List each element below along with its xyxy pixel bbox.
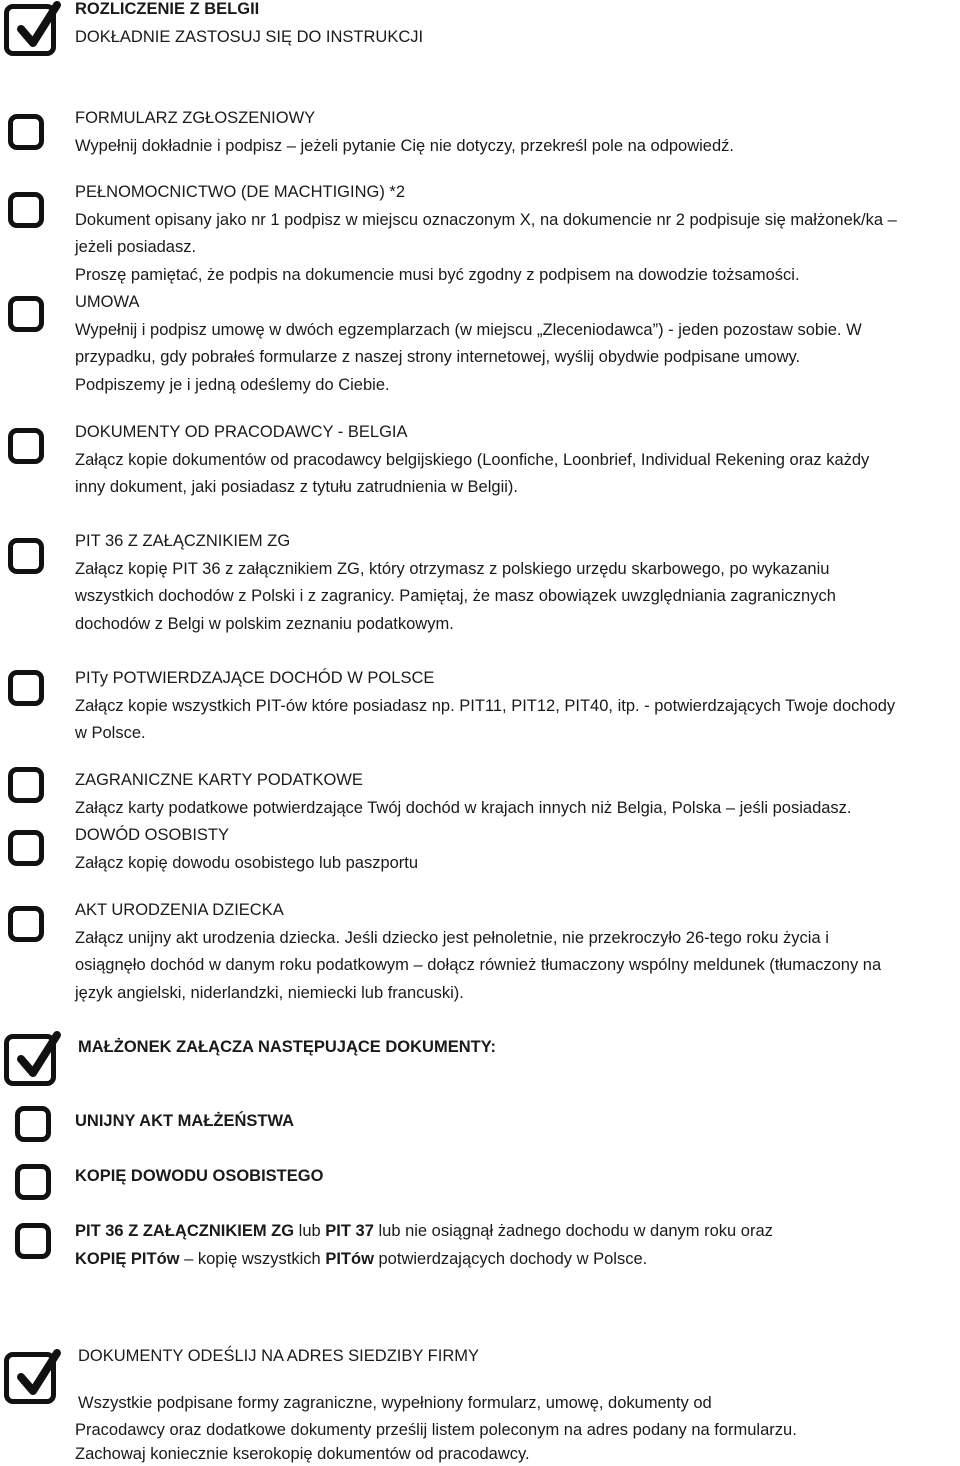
section-text: wszystkich dochodów z Polski i z zagranicy. Pamiętaj, że masz obowiązek uwzględniania zagranicznych (75, 587, 836, 605)
spouse-pit-line (75, 1218, 956, 1246)
section-text: język angielski, niderlandzki, niemiecki lub francuski). (75, 983, 464, 1002)
send-line: Wszystkie podpisane formy zagraniczne, wypełniony formularz, umowę, dokumenty od (78, 1394, 712, 1412)
section-title: PIT 36 Z ZAŁĄCZNIKIEM ZG (75, 532, 291, 550)
kopie-rest: potwierdzających dochody w Polsce. (373, 1249, 648, 1268)
pit36-bold: PIT 36 Z ZAŁĄCZNIKIEM ZG (75, 1222, 295, 1240)
checkbox-dowod[interactable] (8, 830, 44, 866)
section-text: inny dokument, jaki posiadasz z tytułu zatrudnienia w Belgii). (75, 478, 518, 496)
section-text: Wypełnij i podpisz umowę w dwóch egzemplarzach (w miejscu „Zleceniodawca”) - jeden pozostaw sobie. W (75, 320, 862, 339)
section-text: osiągnęło dochód w danym roku podatkowym – dołącz również tłumaczony wspólny meldunek (tłumaczony na (75, 956, 882, 974)
section-title: UMOWA (75, 293, 140, 311)
section-text: Załącz kopię PIT 36 z załącznikiem ZG, który otrzymasz z polskiego urzędu skarbowego, po wykazaniu (75, 559, 830, 578)
section-title: FORMULARZ ZGŁOSZENIOWY (75, 109, 316, 127)
pitow-bold: PITów (325, 1249, 374, 1268)
spouse-item-dowod (75, 1163, 956, 1191)
section-title: DOWÓD OSOBISTY (75, 826, 230, 844)
checkbox-pit36[interactable] (8, 538, 44, 574)
section-title: PITy POTWIERDZAJĄCE DOCHÓD W POLSCE (75, 669, 435, 687)
checkbox-akt[interactable] (8, 906, 44, 942)
checkbox-spouse-akt[interactable] (15, 1106, 51, 1142)
send-heading: DOKUMENTY ODEŚLIJ NA ADRES SIEDZIBY FIRMY (78, 1347, 479, 1365)
section-text: Załącz kopie wszystkich PIT-ów które posiadasz np. PIT11, PIT12, PIT40, itp. - potwierdzających Twoje dochody (75, 696, 896, 715)
spouse-item-label: UNIJNY AKT MAŁŻEŃSTWA (75, 1112, 295, 1130)
checkbox-pelnomocnictwo[interactable] (8, 192, 44, 228)
section-text: Podpiszemy je i jedną odeślemy do Ciebie. (75, 375, 390, 394)
section-title: AKT URODZENIA DZIECKA (75, 901, 284, 919)
checked-box-icon (4, 4, 56, 56)
send-line: Pracodawcy oraz dodatkowe dokumenty prześlij listem poleconym na adres podany na formularzu. (75, 1420, 797, 1439)
section-pity (75, 665, 956, 748)
checkbox-pracodawca[interactable] (8, 428, 44, 464)
section-title: ZAGRANICZNE KARTY PODATKOWE (75, 771, 363, 789)
section-text: Załącz karty podatkowe potwierdzające Twój dochód w krajach innych niż Belgia, Polska – jeśli posiadasz. (75, 798, 852, 817)
spouse-kopie-line (75, 1246, 956, 1274)
checkbox-spouse-pit[interactable] (15, 1223, 51, 1259)
send-section (78, 1343, 956, 1371)
section-pelnomocnictwo (75, 179, 956, 289)
pit-rest: lub nie osiągnął żadnego dochodu w danym roku oraz (373, 1222, 773, 1240)
section-title: DOKUMENTY OD PRACODAWCY - BELGIA (75, 423, 408, 441)
section-formularz (75, 105, 956, 160)
send-text (75, 1390, 956, 1466)
section-text: Dokument opisany jako nr 1 podpisz w miejscu oznaczonym X, na dokumencie nr 2 podpisuje się małżonek/ka – (75, 210, 897, 229)
kopie-bold: KOPIĘ PITów (75, 1249, 180, 1268)
section-text: Załącz kopię dowodu osobistego lub paszportu (75, 853, 419, 872)
section-text: Załącz unijny akt urodzenia dziecka. Jeśli dziecko jest pełnoletnie, nie przekroczyło 26-tego roku życia i (75, 928, 829, 947)
spouse-item-akt (75, 1108, 956, 1136)
page-title: ROZLICZENIE Z BELGII (75, 0, 260, 18)
section-text: w Polsce. (75, 724, 146, 742)
checkbox-formularz[interactable] (8, 114, 44, 150)
section-dowod (75, 822, 956, 877)
pit-or: lub (294, 1222, 326, 1240)
section-text: dochodów z Belgi w polskim zeznaniu podatkowym. (75, 614, 454, 633)
checkbox-spouse-dowod[interactable] (15, 1164, 51, 1200)
header (75, 0, 956, 51)
section-pracodawca (75, 419, 956, 502)
section-pit36 (75, 528, 956, 638)
section-text: Proszę pamiętać, że podpis na dokumencie musi być zgodny z podpisem na dowodzie tożsamości. (75, 265, 800, 284)
pit37-bold: PIT 37 (325, 1222, 374, 1240)
section-text: przypadku, gdy pobrałeś formularze z naszej strony internetowej, wyślij obydwie podpisane umowy. (75, 348, 801, 366)
checkbox-pity[interactable] (8, 670, 44, 706)
checkbox-karty[interactable] (8, 767, 44, 803)
kopie-mid: – kopię wszystkich (179, 1249, 326, 1268)
checkbox-umowa[interactable] (8, 296, 44, 332)
spouse-heading: MAŁŻONEK ZAŁĄCZA NASTĘPUJĄCE DOKUMENTY: (78, 1038, 496, 1056)
section-umowa (75, 289, 956, 399)
section-text: Załącz kopie dokumentów od pracodawcy belgijskiego (Loonfiche, Loonbrief, Individual Rekening oraz każdy (75, 450, 870, 469)
checked-box-icon (4, 1352, 56, 1404)
section-akt (75, 897, 956, 1007)
section-text: jeżeli posiadasz. (75, 238, 197, 256)
section-text: Wypełnij dokładnie i podpisz – jeżeli pytanie Cię nie dotyczy, przekreśl pole na odpowiedź. (75, 136, 734, 155)
spouse-item-label: KOPIĘ DOWODU OSOBISTEGO (75, 1167, 324, 1185)
section-title: PEŁNOMOCNICTWO (DE MACHTIGING) *2 (75, 183, 406, 201)
spouse-item-pit (75, 1218, 956, 1273)
page-subtitle: DOKŁADNIE ZASTOSUJ SIĘ DO INSTRUKCJI (75, 27, 424, 46)
checked-box-icon (4, 1034, 56, 1086)
spouse-section (78, 1034, 956, 1062)
section-karty (75, 767, 956, 822)
send-line: Zachowaj koniecznie kserokopię dokumentów od pracodawcy. (75, 1444, 530, 1463)
